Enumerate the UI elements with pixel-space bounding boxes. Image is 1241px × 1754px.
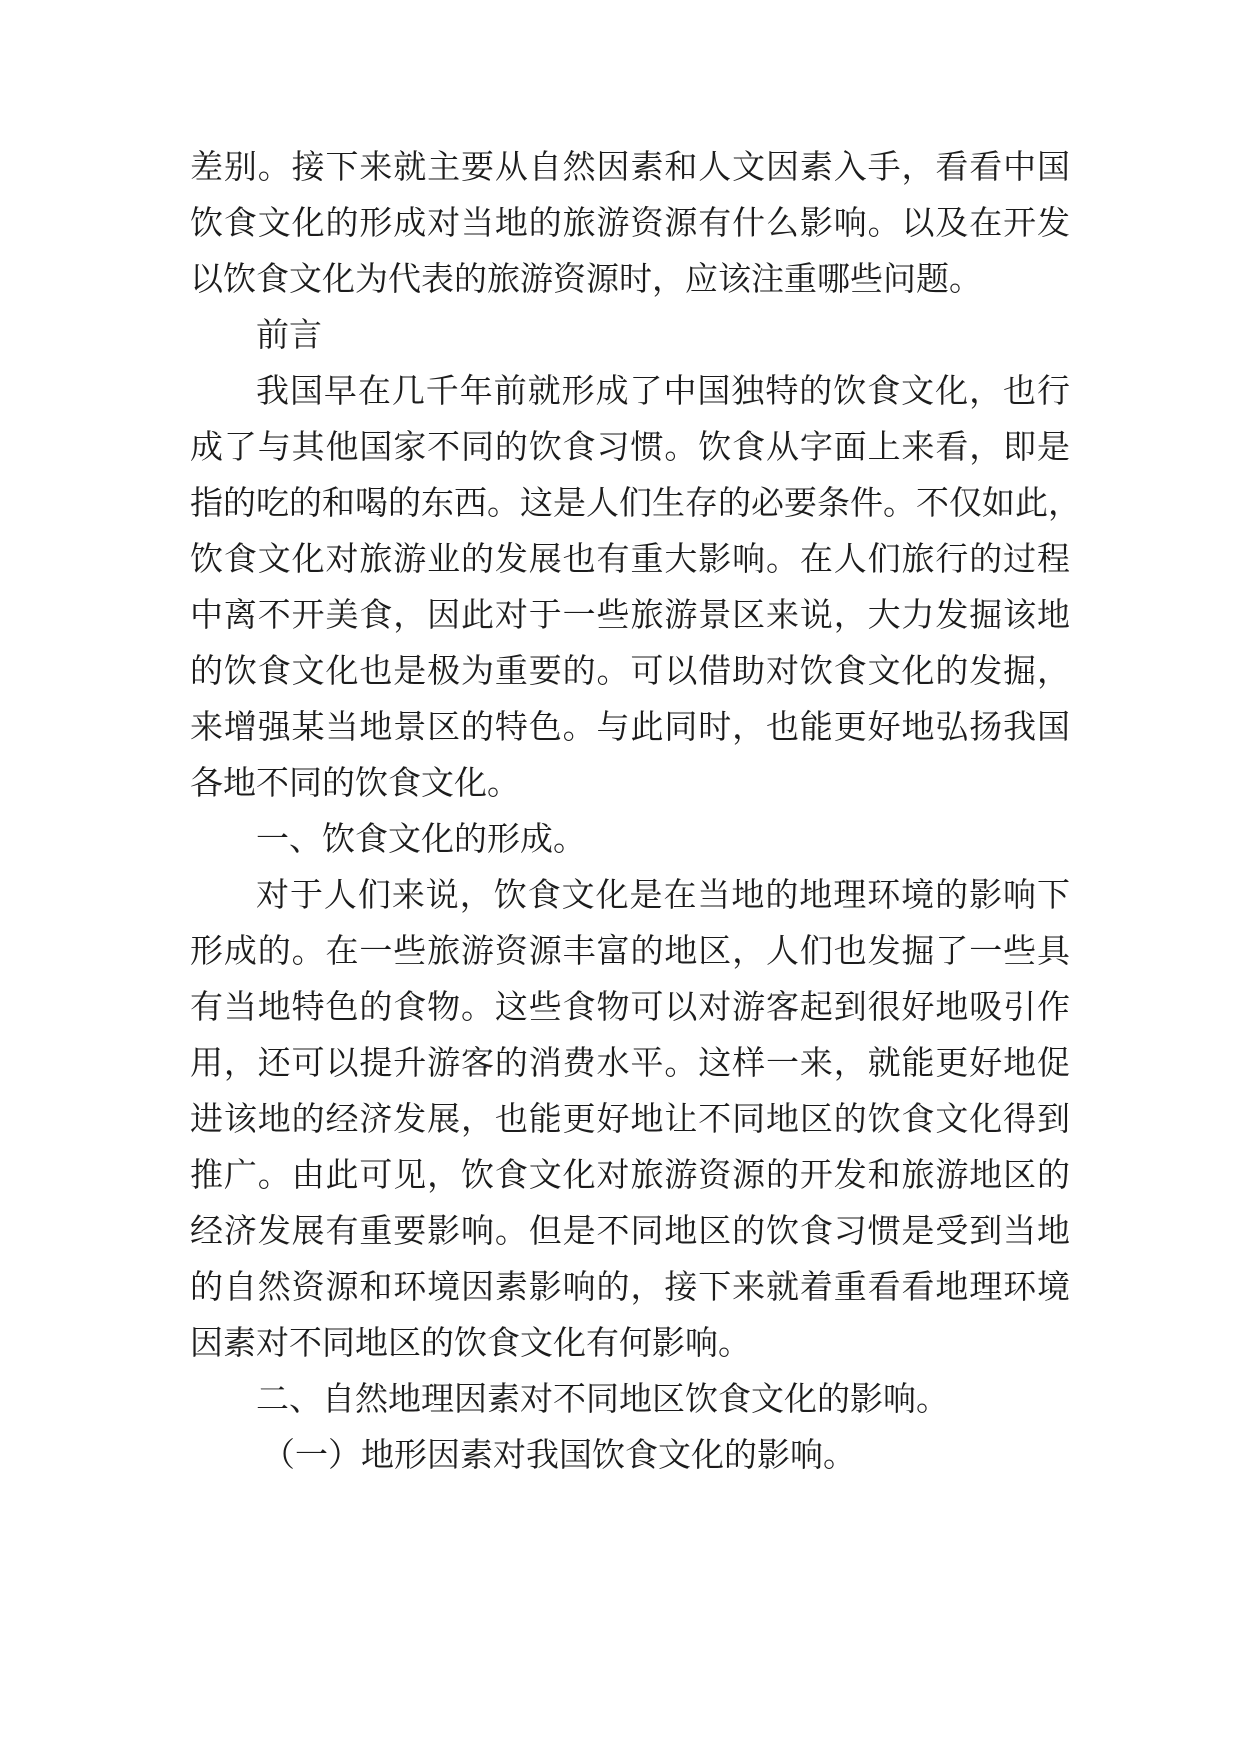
section-1-line-8: 的自然资源和环境因素影响的，接下来就着重看看地理环境 (190, 1267, 1070, 1306)
section-1-line-2: 形成的。在一些旅游资源丰富的地区，人们也发掘了一些具 (190, 931, 1070, 970)
section-1-line-3: 有当地特色的食物。这些食物可以对游客起到很好地吸引作 (190, 987, 1070, 1026)
preface-line-1: 我国早在几千年前就形成了中国独特的饮食文化，也行 (256, 371, 1070, 410)
section-1-heading: 一、饮食文化的形成。 (256, 819, 586, 858)
preface-line-5: 中离不开美食，因此对于一些旅游景区来说，大力发掘该地 (190, 595, 1070, 634)
preface-line-2: 成了与其他国家不同的饮食习惯。饮食从字面上来看，即是 (190, 427, 1070, 466)
section-1-line-9: 因素对不同地区的饮食文化有何影响。 (190, 1323, 751, 1362)
preface-line-3: 指的吃的和喝的东西。这是人们生存的必要条件。不仅如此， (190, 483, 1081, 522)
intro-line-2: 饮食文化的形成对当地的旅游资源有什么影响。以及在开发 (190, 203, 1070, 242)
section-1-line-5: 进该地的经济发展，也能更好地让不同地区的饮食文化得到 (190, 1099, 1070, 1138)
section-1-line-1: 对于人们来说，饮食文化是在当地的地理环境的影响下 (256, 875, 1070, 914)
preface-line-6: 的饮食文化也是极为重要的。可以借助对饮食文化的发掘， (190, 651, 1070, 690)
section-2-heading: 二、自然地理因素对不同地区饮食文化的影响。 (256, 1379, 949, 1418)
subsection-1-heading: （一）地形因素对我国饮食文化的影响。 (262, 1435, 856, 1474)
intro-line-1: 差别。接下来就主要从自然因素和人文因素入手，看看中国 (190, 147, 1070, 186)
preface-heading: 前言 (256, 315, 322, 354)
section-1-line-4: 用，还可以提升游客的消费水平。这样一来，就能更好地促 (190, 1043, 1070, 1082)
preface-line-8: 各地不同的饮食文化。 (190, 763, 520, 802)
section-1-line-6: 推广。由此可见，饮食文化对旅游资源的开发和旅游地区的 (190, 1155, 1070, 1194)
preface-line-7: 来增强某当地景区的特色。与此同时，也能更好地弘扬我国 (190, 707, 1070, 746)
intro-line-3: 以饮食文化为代表的旅游资源时，应该注重哪些问题。 (190, 259, 982, 298)
section-1-line-7: 经济发展有重要影响。但是不同地区的饮食习惯是受到当地 (190, 1211, 1070, 1250)
preface-line-4: 饮食文化对旅游业的发展也有重大影响。在人们旅行的过程 (190, 539, 1070, 578)
